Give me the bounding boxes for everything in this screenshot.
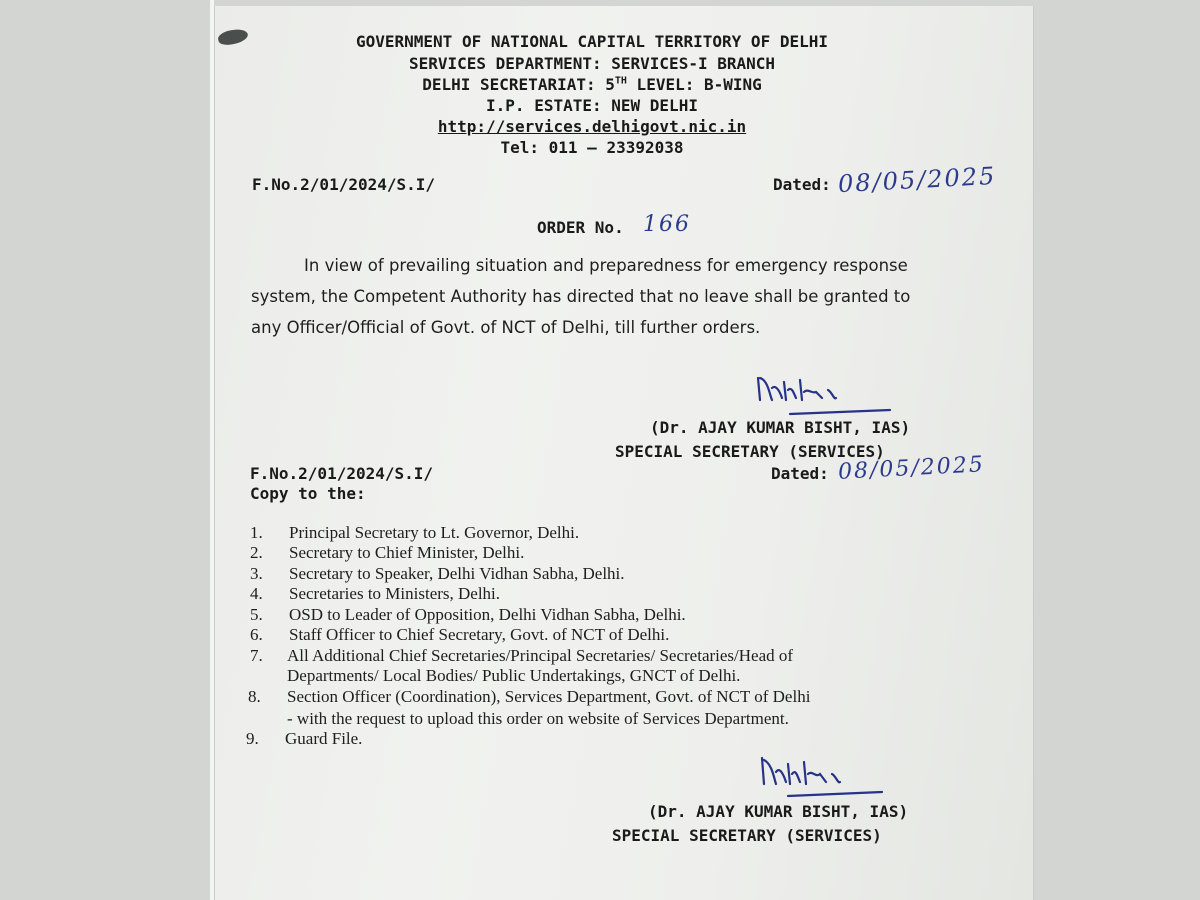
signatory-1-title: SPECIAL SECRETARY (SERVICES) [615,442,885,461]
order-body-line-1: In view of prevailing situation and preparedness for emergency response [304,256,908,275]
signatory-2-title: SPECIAL SECRETARY (SERVICES) [612,826,882,845]
letterhead-telephone: Tel: 011 – 23392038 [500,138,684,157]
letterhead-secretariat-suffix: LEVEL: B-WING [626,75,762,94]
copy-item-3-text: Secretary to Speaker, Delhi Vidhan Sabha, Delhi. [289,564,625,583]
order-body-line-3: any Officer/Official of Govt. of NCT of Delhi, till further orders. [251,318,761,337]
dated-handwritten-value: 08/05/2025 [837,161,997,199]
letterhead-secretariat-sup: TH [614,75,627,87]
signature-1-image [750,370,900,420]
letterhead-line-secretariat [0,75,1192,94]
copy-item-4-text: Secretaries to Ministers, Delhi. [289,584,501,603]
order-number-handwritten: 166 [643,212,691,237]
copy-item-9-number: 9. [246,729,259,748]
copy-item-8-text-line-2: - with the request to upload this order on website of Services Department. [287,709,789,728]
copy-item-5-text: OSD to Leader of Opposition, Delhi Vidhan Sabha, Delhi. [289,605,686,624]
copy-item-7-number: 7. [250,646,263,665]
letterhead-line-department: SERVICES DEPARTMENT: SERVICES-I BRANCH [408,54,776,73]
copy-item-7-text-line-1: All Additional Chief Secretaries/Principal Secretaries/ Secretaries/Head of [287,646,794,665]
copy-to-label: Copy to the: [250,484,366,503]
order-body-line-2: system, the Competent Authority has directed that no leave shall be granted to [251,287,911,306]
letterhead-website-link[interactable]: http://services.delhigovt.nic.in [437,117,747,136]
copy-item-6-number: 6. [250,625,263,644]
copy-dated-label: Dated: [771,464,829,483]
copy-item-1-text: Principal Secretary to Lt. Governor, Delhi. [289,523,580,542]
copy-item-5-number: 5. [250,605,263,624]
copy-item-8-number: 8. [248,687,261,706]
signatory-2-name: (Dr. AJAY KUMAR BISHT, IAS) [648,802,909,821]
copy-dated-handwritten-value: 08/05/2025 [837,452,986,485]
copy-item-8-text-line-1: Section Officer (Coordination), Services Department, Govt. of NCT of Delhi [287,687,811,706]
letterhead-line-government: GOVERNMENT OF NATIONAL CAPITAL TERRITORY OF DELHI [355,32,828,51]
signatory-1-name: (Dr. AJAY KUMAR BISHT, IAS) [650,418,911,437]
copy-item-7-text-line-2: Departments/ Local Bodies/ Public Undertakings, GNCT of Delhi. [287,666,741,685]
letterhead-secretariat-prefix: DELHI SECRETARIAT: 5 [422,75,615,94]
copy-file-number: F.No.2/01/2024/S.I/ [250,464,434,483]
copy-item-9-text: Guard File. [285,729,363,748]
copy-item-6-text: Staff Officer to Chief Secretary, Govt. of NCT of Delhi. [289,625,670,644]
copy-item-2-number: 2. [250,543,263,562]
order-label: ORDER No. [537,218,624,237]
dated-label: Dated: [773,175,831,194]
copy-item-3-number: 3. [250,564,263,583]
copy-item-2-text: Secretary to Chief Minister, Delhi. [289,543,525,562]
file-number: F.No.2/01/2024/S.I/ [252,175,436,194]
signature-2-image [752,752,902,802]
copy-item-4-number: 4. [250,584,263,603]
letterhead-line-estate: I.P. ESTATE: NEW DELHI [486,96,698,115]
copy-item-1-number: 1. [250,523,263,542]
